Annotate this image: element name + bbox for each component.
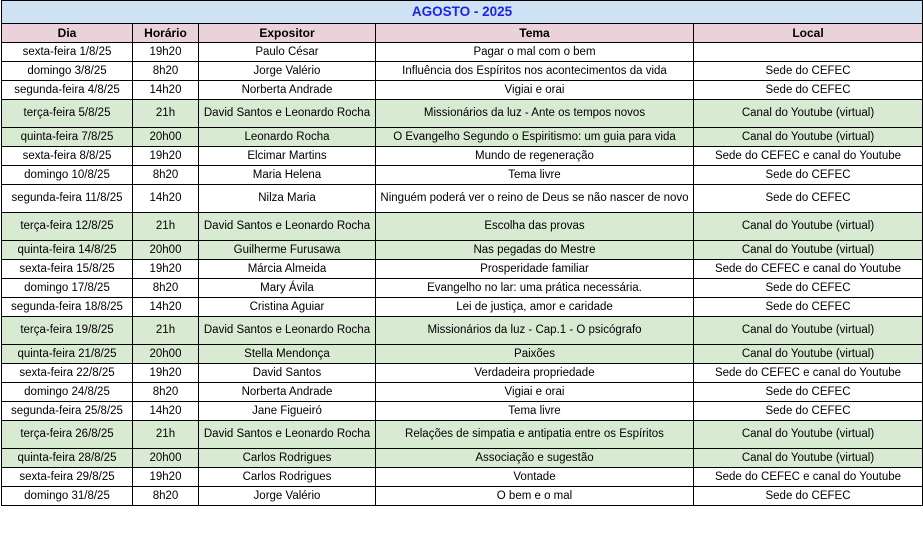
- cell-dia: terça-feira 12/8/25: [2, 213, 133, 241]
- cell-dia: segunda-feira 4/8/25: [2, 81, 133, 100]
- cell-dia: segunda-feira 18/8/25: [2, 298, 133, 317]
- cell-horario: 20h00: [133, 241, 199, 260]
- cell-expositor: Jorge Valério: [199, 487, 376, 506]
- cell-expositor: Jorge Valério: [199, 62, 376, 81]
- header-expositor: Expositor: [199, 24, 376, 43]
- cell-tema: Nas pegadas do Mestre: [376, 241, 694, 260]
- cell-local: Sede do CEFEC e canal do Youtube: [694, 468, 923, 487]
- cell-tema: Paixões: [376, 345, 694, 364]
- cell-horario: 19h20: [133, 468, 199, 487]
- table-row: [2, 128, 923, 147]
- cell-dia: sexta-feira 29/8/25: [2, 468, 133, 487]
- table-row: [2, 147, 923, 166]
- cell-horario: 8h20: [133, 62, 199, 81]
- schedule-body: [2, 43, 923, 506]
- cell-dia: sexta-feira 15/8/25: [2, 260, 133, 279]
- table-row: [2, 81, 923, 100]
- cell-tema: Verdadeira propriedade: [376, 364, 694, 383]
- cell-dia: sexta-feira 22/8/25: [2, 364, 133, 383]
- cell-horario: 8h20: [133, 487, 199, 506]
- cell-tema: Relações de simpatia e antipatia entre os Espíritos: [376, 421, 694, 449]
- cell-tema: Missionários da luz - Cap.1 - O psicógrafo: [376, 317, 694, 345]
- cell-expositor: Leonardo Rocha: [199, 128, 376, 147]
- title-row: [2, 1, 923, 24]
- cell-expositor: Carlos Rodrigues: [199, 468, 376, 487]
- cell-tema: Pagar o mal com o bem: [376, 43, 694, 62]
- month-title: AGOSTO - 2025: [2, 1, 923, 24]
- cell-local: Sede do CEFEC e canal do Youtube: [694, 260, 923, 279]
- cell-tema: Prosperidade familiar: [376, 260, 694, 279]
- cell-local: Sede do CEFEC: [694, 402, 923, 421]
- cell-expositor: Guilherme Furusawa: [199, 241, 376, 260]
- cell-horario: 8h20: [133, 166, 199, 185]
- cell-local: Canal do Youtube (virtual): [694, 213, 923, 241]
- cell-local: Sede do CEFEC e canal do Youtube: [694, 147, 923, 166]
- table-row: [2, 383, 923, 402]
- cell-tema: Escolha das provas: [376, 213, 694, 241]
- cell-tema: O Evangelho Segundo o Espiritismo: um guia para vida: [376, 128, 694, 147]
- cell-tema: Vigiai e orai: [376, 81, 694, 100]
- cell-dia: domingo 10/8/25: [2, 166, 133, 185]
- cell-dia: terça-feira 5/8/25: [2, 100, 133, 128]
- cell-dia: terça-feira 19/8/25: [2, 317, 133, 345]
- cell-expositor: Norberta Andrade: [199, 383, 376, 402]
- cell-dia: quinta-feira 14/8/25: [2, 241, 133, 260]
- header-local: Local: [694, 24, 923, 43]
- cell-horario: 19h20: [133, 43, 199, 62]
- cell-horario: 14h20: [133, 298, 199, 317]
- cell-dia: domingo 31/8/25: [2, 487, 133, 506]
- table-row: [2, 260, 923, 279]
- cell-tema: Evangelho no lar: uma prática necessária.: [376, 279, 694, 298]
- cell-horario: 8h20: [133, 383, 199, 402]
- table-row: [2, 317, 923, 345]
- cell-tema: Mundo de regeneração: [376, 147, 694, 166]
- cell-tema: Missionários da luz - Ante os tempos novos: [376, 100, 694, 128]
- cell-expositor: Carlos Rodrigues: [199, 449, 376, 468]
- cell-dia: terça-feira 26/8/25: [2, 421, 133, 449]
- cell-horario: 14h20: [133, 402, 199, 421]
- cell-horario: 21h: [133, 100, 199, 128]
- cell-local: Sede do CEFEC: [694, 279, 923, 298]
- cell-expositor: Elcimar Martins: [199, 147, 376, 166]
- table-row: [2, 345, 923, 364]
- header-row: [2, 24, 923, 43]
- cell-expositor: Norberta Andrade: [199, 81, 376, 100]
- cell-expositor: Jane Figueiró: [199, 402, 376, 421]
- cell-expositor: David Santos e Leonardo Rocha: [199, 317, 376, 345]
- cell-local: Canal do Youtube (virtual): [694, 421, 923, 449]
- cell-horario: 8h20: [133, 279, 199, 298]
- table-row: [2, 298, 923, 317]
- table-row: [2, 402, 923, 421]
- cell-horario: 19h20: [133, 364, 199, 383]
- table-row: [2, 43, 923, 62]
- cell-dia: quinta-feira 21/8/25: [2, 345, 133, 364]
- cell-local: Sede do CEFEC: [694, 383, 923, 402]
- cell-tema: Associação e sugestão: [376, 449, 694, 468]
- cell-horario: 20h00: [133, 128, 199, 147]
- cell-expositor: Maria Helena: [199, 166, 376, 185]
- table-row: [2, 100, 923, 128]
- cell-dia: quinta-feira 28/8/25: [2, 449, 133, 468]
- cell-local: Canal do Youtube (virtual): [694, 241, 923, 260]
- cell-local: Canal do Youtube (virtual): [694, 449, 923, 468]
- table-row: [2, 449, 923, 468]
- cell-horario: 20h00: [133, 449, 199, 468]
- cell-dia: segunda-feira 25/8/25: [2, 402, 133, 421]
- cell-local: Sede do CEFEC: [694, 166, 923, 185]
- cell-expositor: David Santos e Leonardo Rocha: [199, 213, 376, 241]
- cell-dia: segunda-feira 11/8/25: [2, 185, 133, 213]
- cell-expositor: Stella Mendonça: [199, 345, 376, 364]
- cell-horario: 14h20: [133, 81, 199, 100]
- cell-local: Sede do CEFEC e canal do Youtube: [694, 364, 923, 383]
- cell-expositor: Mary Ávila: [199, 279, 376, 298]
- table-row: [2, 62, 923, 81]
- schedule-table: [1, 0, 923, 506]
- cell-horario: 14h20: [133, 185, 199, 213]
- cell-local: Canal do Youtube (virtual): [694, 100, 923, 128]
- cell-tema: Vigiai e orai: [376, 383, 694, 402]
- table-row: [2, 421, 923, 449]
- cell-horario: 20h00: [133, 345, 199, 364]
- header-horario: Horário: [133, 24, 199, 43]
- cell-local: [694, 43, 923, 62]
- table-row: [2, 468, 923, 487]
- cell-dia: domingo 17/8/25: [2, 279, 133, 298]
- table-row: [2, 487, 923, 506]
- table-row: [2, 213, 923, 241]
- table-row: [2, 185, 923, 213]
- cell-local: Canal do Youtube (virtual): [694, 317, 923, 345]
- cell-dia: domingo 24/8/25: [2, 383, 133, 402]
- cell-tema: Lei de justiça, amor e caridade: [376, 298, 694, 317]
- cell-tema: O bem e o mal: [376, 487, 694, 506]
- cell-tema: Tema livre: [376, 402, 694, 421]
- cell-horario: 19h20: [133, 147, 199, 166]
- cell-local: Sede do CEFEC: [694, 487, 923, 506]
- cell-expositor: Paulo César: [199, 43, 376, 62]
- table-row: [2, 166, 923, 185]
- cell-local: Sede do CEFEC: [694, 185, 923, 213]
- header-tema: Tema: [376, 24, 694, 43]
- cell-tema: Vontade: [376, 468, 694, 487]
- cell-horario: 21h: [133, 317, 199, 345]
- cell-local: Sede do CEFEC: [694, 62, 923, 81]
- cell-dia: domingo 3/8/25: [2, 62, 133, 81]
- cell-horario: 21h: [133, 213, 199, 241]
- cell-expositor: Márcia Almeida: [199, 260, 376, 279]
- cell-dia: sexta-feira 8/8/25: [2, 147, 133, 166]
- cell-expositor: David Santos: [199, 364, 376, 383]
- table-row: [2, 279, 923, 298]
- table-row: [2, 241, 923, 260]
- cell-local: Sede do CEFEC: [694, 81, 923, 100]
- cell-local: Canal do Youtube (virtual): [694, 128, 923, 147]
- cell-dia: sexta-feira 1/8/25: [2, 43, 133, 62]
- cell-local: Sede do CEFEC: [694, 298, 923, 317]
- table-row: [2, 364, 923, 383]
- cell-horario: 19h20: [133, 260, 199, 279]
- cell-dia: quinta-feira 7/8/25: [2, 128, 133, 147]
- header-dia: Dia: [2, 24, 133, 43]
- cell-tema: Tema livre: [376, 166, 694, 185]
- cell-tema: Influência dos Espíritos nos acontecimentos da vida: [376, 62, 694, 81]
- cell-expositor: David Santos e Leonardo Rocha: [199, 100, 376, 128]
- cell-expositor: Cristina Aguiar: [199, 298, 376, 317]
- cell-expositor: David Santos e Leonardo Rocha: [199, 421, 376, 449]
- cell-local: Canal do Youtube (virtual): [694, 345, 923, 364]
- cell-horario: 21h: [133, 421, 199, 449]
- cell-expositor: Nilza Maria: [199, 185, 376, 213]
- cell-tema: Ninguém poderá ver o reino de Deus se não nascer de novo: [376, 185, 694, 213]
